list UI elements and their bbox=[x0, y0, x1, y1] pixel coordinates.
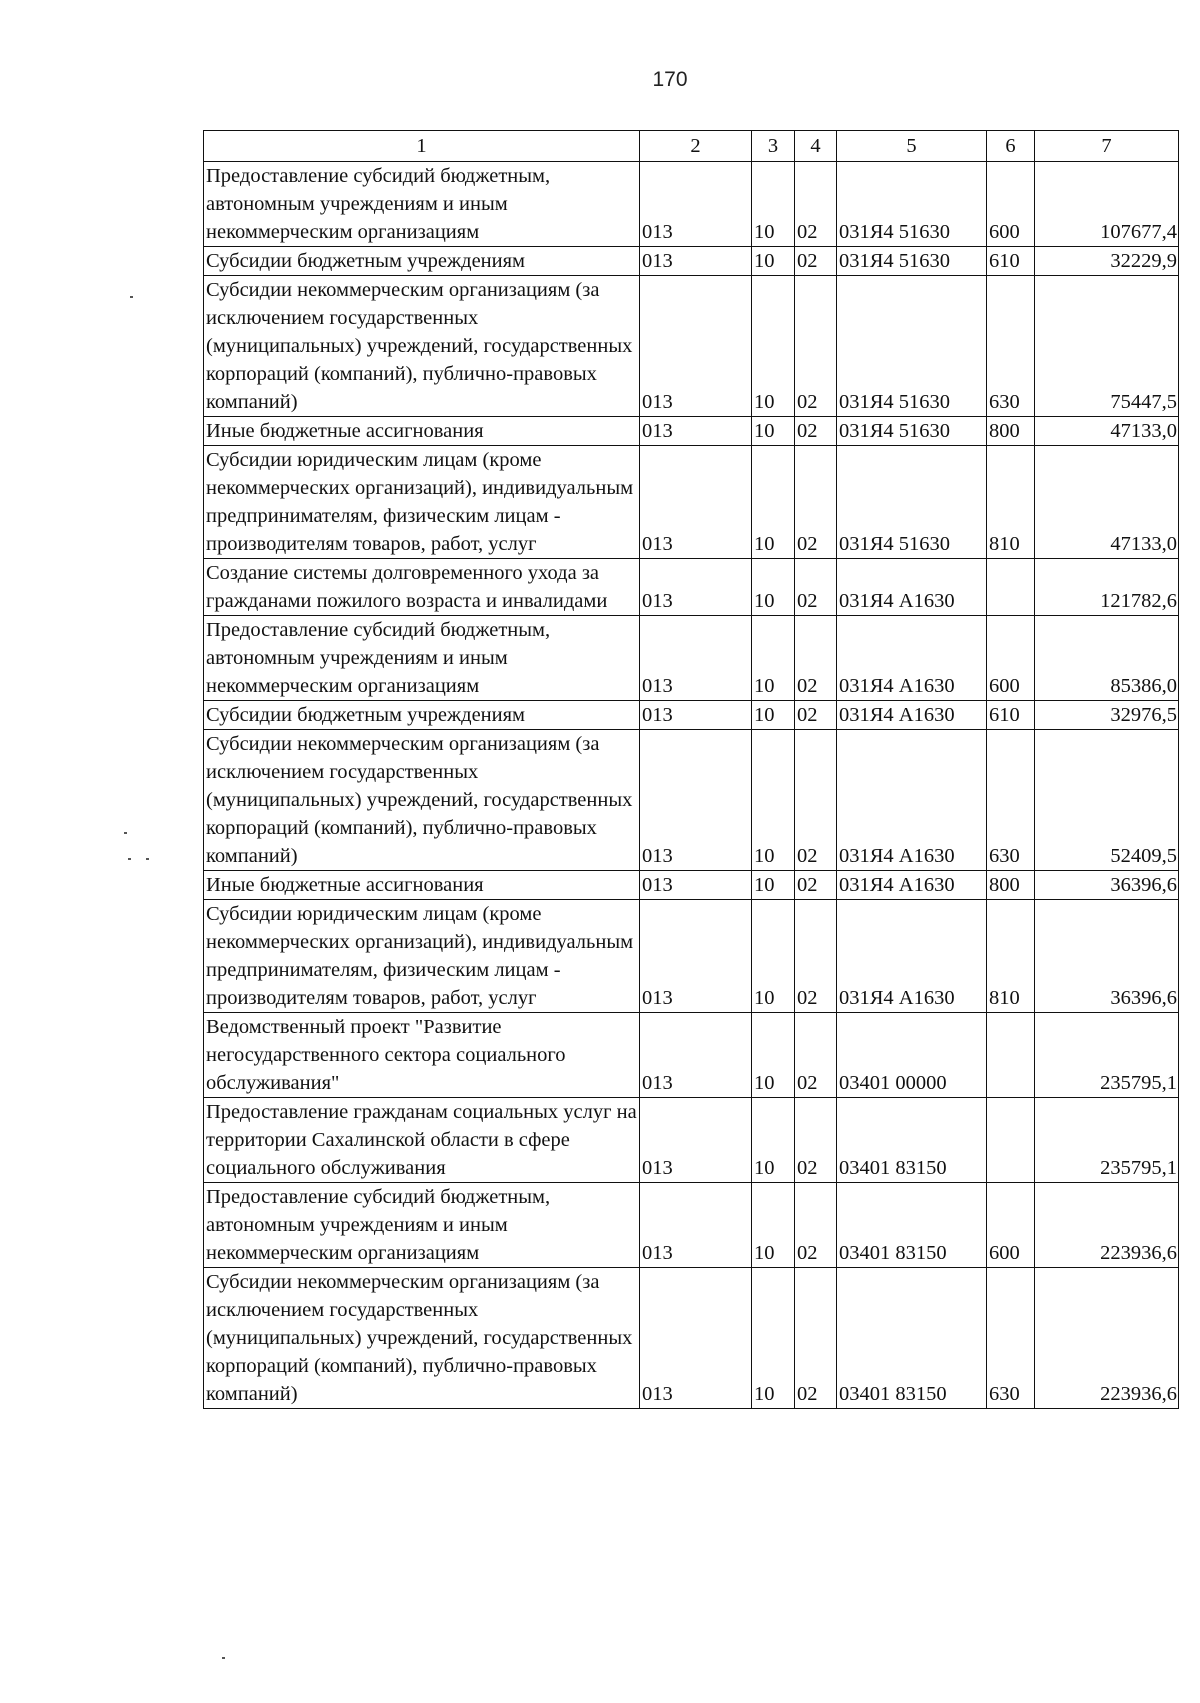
table-row bbox=[204, 900, 1179, 1013]
cell-code: 013 bbox=[640, 276, 752, 417]
cell-section: 10 bbox=[752, 900, 795, 1013]
cell-name: Иные бюджетные ассигнования bbox=[204, 871, 640, 900]
cell-code: 013 bbox=[640, 417, 752, 446]
cell-amount: 47133,0 bbox=[1035, 417, 1179, 446]
cell-subsection: 02 bbox=[795, 417, 837, 446]
cell-subsection: 02 bbox=[795, 900, 837, 1013]
cell-expense-type: 630 bbox=[987, 730, 1035, 871]
cell-target-article: 03401 83150 bbox=[837, 1098, 987, 1183]
cell-expense-type bbox=[987, 1098, 1035, 1183]
cell-code: 013 bbox=[640, 1268, 752, 1409]
header-col-7: 7 bbox=[1035, 131, 1179, 162]
cell-target-article: 031Я4 51630 bbox=[837, 417, 987, 446]
cell-subsection: 02 bbox=[795, 247, 837, 276]
cell-expense-type: 630 bbox=[987, 1268, 1035, 1409]
cell-code: 013 bbox=[640, 871, 752, 900]
cell-section: 10 bbox=[752, 730, 795, 871]
cell-target-article: 031Я4 51630 bbox=[837, 276, 987, 417]
cell-amount: 47133,0 bbox=[1035, 446, 1179, 559]
table-row bbox=[204, 247, 1179, 276]
cell-name: Предоставление субсидий бюджетным, автономным учреждениям и иным некоммерческим организациям bbox=[204, 616, 640, 701]
cell-code: 013 bbox=[640, 446, 752, 559]
header-col-5: 5 bbox=[837, 131, 987, 162]
cell-name: Предоставление субсидий бюджетным, автономным учреждениям и иным некоммерческим организациям bbox=[204, 1183, 640, 1268]
table-body bbox=[204, 162, 1179, 1409]
cell-name: Субсидии некоммерческим организациям (за исключением государственных (муниципальных) учреждений, государственных корпораций (компаний), публично-правовых компаний) bbox=[204, 1268, 640, 1409]
cell-target-article: 031Я4 A1630 bbox=[837, 701, 987, 730]
cell-section: 10 bbox=[752, 162, 795, 247]
cell-section: 10 bbox=[752, 871, 795, 900]
cell-name: Субсидии некоммерческим организациям (за исключением государственных (муниципальных) учреждений, государственных корпораций (компаний), публично-правовых компаний) bbox=[204, 276, 640, 417]
cell-target-article: 031Я4 51630 bbox=[837, 162, 987, 247]
cell-target-article: 031Я4 51630 bbox=[837, 446, 987, 559]
cell-subsection: 02 bbox=[795, 1013, 837, 1098]
cell-subsection: 02 bbox=[795, 559, 837, 616]
cell-subsection: 02 bbox=[795, 162, 837, 247]
cell-amount: 121782,6 bbox=[1035, 559, 1179, 616]
budget-table bbox=[203, 130, 1179, 1409]
cell-code: 013 bbox=[640, 1013, 752, 1098]
cell-target-article: 031Я4 51630 bbox=[837, 247, 987, 276]
cell-name: Предоставление субсидий бюджетным, автономным учреждениям и иным некоммерческим организациям bbox=[204, 162, 640, 247]
cell-subsection: 02 bbox=[795, 871, 837, 900]
table-row bbox=[204, 559, 1179, 616]
cell-expense-type: 800 bbox=[987, 871, 1035, 900]
cell-code: 013 bbox=[640, 559, 752, 616]
table-row bbox=[204, 417, 1179, 446]
cell-name: Субсидии юридическим лицам (кроме некоммерческих организаций), индивидуальным предпринимателям, физическим лицам - производителям товаров, работ, услуг bbox=[204, 446, 640, 559]
cell-name: Субсидии бюджетным учреждениям bbox=[204, 701, 640, 730]
cell-name: Субсидии бюджетным учреждениям bbox=[204, 247, 640, 276]
cell-section: 10 bbox=[752, 1183, 795, 1268]
table-row bbox=[204, 1268, 1179, 1409]
cell-amount: 223936,6 bbox=[1035, 1183, 1179, 1268]
table-row bbox=[204, 162, 1179, 247]
cell-section: 10 bbox=[752, 446, 795, 559]
table-row bbox=[204, 446, 1179, 559]
table-row bbox=[204, 1183, 1179, 1268]
cell-name: Создание системы долговременного ухода за гражданами пожилого возраста и инвалидами bbox=[204, 559, 640, 616]
cell-amount: 75447,5 bbox=[1035, 276, 1179, 417]
cell-subsection: 02 bbox=[795, 276, 837, 417]
cell-section: 10 bbox=[752, 417, 795, 446]
table-row bbox=[204, 276, 1179, 417]
cell-subsection: 02 bbox=[795, 730, 837, 871]
cell-code: 013 bbox=[640, 162, 752, 247]
cell-section: 10 bbox=[752, 1098, 795, 1183]
table-row bbox=[204, 1098, 1179, 1183]
cell-target-article: 031Я4 A1630 bbox=[837, 871, 987, 900]
cell-expense-type: 610 bbox=[987, 701, 1035, 730]
cell-section: 10 bbox=[752, 1268, 795, 1409]
cell-section: 10 bbox=[752, 247, 795, 276]
cell-amount: 32229,9 bbox=[1035, 247, 1179, 276]
cell-subsection: 02 bbox=[795, 1098, 837, 1183]
cell-amount: 223936,6 bbox=[1035, 1268, 1179, 1409]
cell-code: 013 bbox=[640, 900, 752, 1013]
cell-subsection: 02 bbox=[795, 1183, 837, 1268]
cell-subsection: 02 bbox=[795, 616, 837, 701]
cell-amount: 36396,6 bbox=[1035, 900, 1179, 1013]
cell-name: Предоставление гражданам социальных услуг на территории Сахалинской области в сфере социального обслуживания bbox=[204, 1098, 640, 1183]
scan-speck bbox=[128, 858, 131, 860]
cell-subsection: 02 bbox=[795, 701, 837, 730]
cell-expense-type: 810 bbox=[987, 900, 1035, 1013]
cell-target-article: 031Я4 A1630 bbox=[837, 616, 987, 701]
table-row bbox=[204, 1013, 1179, 1098]
cell-section: 10 bbox=[752, 1013, 795, 1098]
header-col-4: 4 bbox=[795, 131, 837, 162]
cell-subsection: 02 bbox=[795, 446, 837, 559]
cell-amount: 235795,1 bbox=[1035, 1098, 1179, 1183]
cell-target-article: 03401 83150 bbox=[837, 1183, 987, 1268]
cell-code: 013 bbox=[640, 247, 752, 276]
cell-amount: 52409,5 bbox=[1035, 730, 1179, 871]
cell-name: Иные бюджетные ассигнования bbox=[204, 417, 640, 446]
cell-section: 10 bbox=[752, 616, 795, 701]
cell-section: 10 bbox=[752, 701, 795, 730]
cell-amount: 32976,5 bbox=[1035, 701, 1179, 730]
cell-expense-type: 600 bbox=[987, 616, 1035, 701]
scan-speck bbox=[146, 858, 149, 860]
cell-expense-type bbox=[987, 1013, 1035, 1098]
scan-speck bbox=[222, 1657, 225, 1659]
cell-expense-type: 610 bbox=[987, 247, 1035, 276]
cell-name: Ведомственный проект "Развитие негосударственного сектора социального обслуживания" bbox=[204, 1013, 640, 1098]
cell-name: Субсидии юридическим лицам (кроме некоммерческих организаций), индивидуальным предпринимателям, физическим лицам - производителям товаров, работ, услуг bbox=[204, 900, 640, 1013]
cell-expense-type bbox=[987, 559, 1035, 616]
header-row bbox=[204, 131, 1179, 162]
header-col-1: 1 bbox=[204, 131, 640, 162]
cell-target-article: 031Я4 A1630 bbox=[837, 559, 987, 616]
cell-subsection: 02 bbox=[795, 1268, 837, 1409]
scan-speck bbox=[130, 296, 133, 298]
page-number: 170 bbox=[652, 68, 688, 91]
cell-expense-type: 630 bbox=[987, 276, 1035, 417]
cell-amount: 36396,6 bbox=[1035, 871, 1179, 900]
table-row bbox=[204, 701, 1179, 730]
cell-code: 013 bbox=[640, 1183, 752, 1268]
cell-target-article: 03401 83150 bbox=[837, 1268, 987, 1409]
scan-speck bbox=[124, 832, 127, 834]
cell-amount: 235795,1 bbox=[1035, 1013, 1179, 1098]
cell-section: 10 bbox=[752, 559, 795, 616]
cell-target-article: 031Я4 A1630 bbox=[837, 730, 987, 871]
cell-section: 10 bbox=[752, 276, 795, 417]
cell-amount: 85386,0 bbox=[1035, 616, 1179, 701]
cell-name: Субсидии некоммерческим организациям (за исключением государственных (муниципальных) учреждений, государственных корпораций (компаний), публично-правовых компаний) bbox=[204, 730, 640, 871]
table-row bbox=[204, 616, 1179, 701]
cell-code: 013 bbox=[640, 730, 752, 871]
cell-expense-type: 600 bbox=[987, 162, 1035, 247]
header-col-6: 6 bbox=[987, 131, 1035, 162]
cell-expense-type: 600 bbox=[987, 1183, 1035, 1268]
header-col-2: 2 bbox=[640, 131, 752, 162]
table-row bbox=[204, 871, 1179, 900]
cell-code: 013 bbox=[640, 616, 752, 701]
cell-amount: 107677,4 bbox=[1035, 162, 1179, 247]
cell-target-article: 03401 00000 bbox=[837, 1013, 987, 1098]
cell-expense-type: 810 bbox=[987, 446, 1035, 559]
cell-expense-type: 800 bbox=[987, 417, 1035, 446]
cell-target-article: 031Я4 A1630 bbox=[837, 900, 987, 1013]
header-col-3: 3 bbox=[752, 131, 795, 162]
cell-code: 013 bbox=[640, 701, 752, 730]
cell-code: 013 bbox=[640, 1098, 752, 1183]
table-row bbox=[204, 730, 1179, 871]
